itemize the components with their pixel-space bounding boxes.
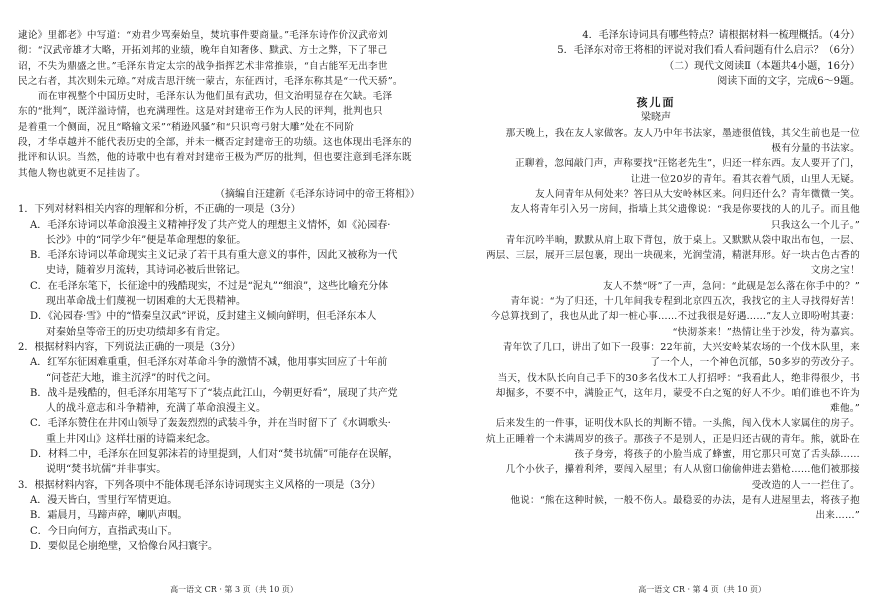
- story-line: 正聊着，忽闻敲门声，声称要找“汪铭老先生”，归还一样东西。友人要开了门，: [515, 158, 860, 170]
- question-4: 4．毛泽东诗词具有哪些特点？请根据材料一梳理概括。（4分）: [582, 30, 860, 41]
- story-line: 青年说：“为了归还，十几年间我专程到北京四五次，我找它的主人寻找得好苦！: [510, 296, 860, 308]
- passage-line: 段，才华卓越并不能代表历史的全部，并未一概否定封建帝王的功绩。这也体现出毛泽东的: [18, 137, 412, 149]
- option-a-cont: 长沙》中的“同学少年”便是革命理想的象征。: [46, 234, 247, 246]
- story-line: 友人不禁“呀”了一声，急问：“此砚是怎么落在你手中的？”: [603, 280, 860, 292]
- option-d: D．材料二中，毛泽东在回复郭沫若的诗里提到，人们对“焚书坑儒”可能存在误解，: [30, 449, 399, 461]
- story-line: 只我这么一个儿子。”: [771, 219, 860, 231]
- option-c: C．今日向何方，直指武夷山下。: [30, 525, 178, 537]
- story-line: 出来……”: [815, 510, 860, 522]
- section-heading: （二）现代文阅读Ⅱ（本题共4小题，16分）: [664, 60, 860, 72]
- option-d: D．《沁园春·雪》中的“惜秦皇汉武”评说，反封建主义倾向鲜明，但毛泽东本人: [30, 311, 377, 323]
- question-1: [18, 202, 426, 340]
- story-line: 青年饮了几口，讲出了如下一段事：22年前，大兴安岭某农场的一个伐木队里，来: [502, 341, 860, 353]
- option-c: C．毛泽东赞住在井冈山领导了轰轰烈烈的武装斗争，并在当时留下了《水调歌头·: [30, 418, 391, 430]
- passage-line: 诏，不失为鼎盛之世。”毛泽东肯定太宗的战争指挥艺术非常推崇，“自古能军无出李世: [18, 60, 388, 72]
- story-line: 当天，伐木队长向自己手下的30多名伐木工人打招呼：“我看此人，绝非得很少，书: [497, 372, 860, 384]
- option-c-cont: 现出革命战士们蔑视一切困难的大无畏精神。: [46, 296, 246, 308]
- story-line: 他说：“熊在这种时候，一般不伤人。最稳妥的办法，是有人进屋里去，将孩子抱: [510, 494, 860, 506]
- option-b-cont: 人的战斗意志和斗争精神，充满了革命浪漫主义。: [46, 403, 266, 415]
- story-line: 友人问青年从何处来？答曰从大安岭林区来。问归还什么？青年微微一笑。: [535, 188, 860, 200]
- story-line: 今总算找到了，我也从此了却一桩心事……不过我很是好遇……”友人立即吩咐其妻：: [490, 311, 860, 323]
- page-footer: 高一语文 CR · 第 3 页（共 10 页）: [170, 585, 298, 594]
- passage-line: 民之右者，其次则朱元璋。”对成吉思汗统一蒙古，东征西讨，毛泽东称其是“一代天骄”。: [18, 75, 403, 87]
- story-line: 难他。”: [830, 403, 860, 415]
- story-line: 炕上正睡着一个未满周岁的孩子。那孩子不是别人，正是归还古砚的青年。熊，就卧在: [485, 433, 860, 445]
- passage-line: 彻：“汉武帝雄才大略，开拓刘邦的业绩，晚年自知奢侈、黩武、方士之弊，下了罪己: [18, 45, 388, 57]
- option-d-cont: 说明“焚书坑儒”并非事实。: [46, 464, 167, 476]
- option-a: A．漫天皆白，雪里行军情更迫。: [30, 494, 178, 506]
- option-a: A．毛泽东诗词以革命浪漫主义精神抒发了共产党人的理想主义情怀，如《沁园春·: [30, 219, 391, 231]
- right-page: [452, 28, 860, 524]
- question-3: [18, 478, 426, 554]
- passage-line: 逮论》里都老》中写道：“劝君少骂秦始皇，焚坑事件要商量。”毛泽东诗作价汉武帝刘: [18, 30, 388, 41]
- story-text: [452, 126, 860, 524]
- option-c-cont: 重上井冈山》这样壮丽的诗篇来纪念。: [46, 433, 216, 445]
- story-title: 孩儿面: [636, 96, 676, 110]
- option-b-cont: 史诗，随着岁月流转，其诗词必被后世铭记。: [46, 265, 246, 277]
- story-line: 极有分量的书法家。: [771, 143, 860, 155]
- citation: （摘编自汪建新《毛泽东诗词中的帝王将相》）: [215, 188, 420, 200]
- option-b: B．战斗是残酷的，但毛泽东用笔写下了“装点此江山，今朝更好看”，展现了共产党: [30, 387, 398, 399]
- passage-line: 而在审视整个中国历史时，毛泽东认为他们虽有武功，但文治明显存在欠缺。毛泽: [38, 91, 393, 103]
- story-line: 友人将青年引入另一房间，指墙上其父遗像说：“我是你要找的人的儿子。而且他: [510, 204, 860, 216]
- passage-line: 批评和认识。当然，他的诗歌中也有着对封建帝王极为严厉的批判，但也要注意到毛泽东既: [18, 152, 412, 164]
- story-line: 青年沉吟半晌，默默从肩上取下背包，放于桌上。又默默从袋中取出布包，一层、: [505, 234, 860, 246]
- question-stem: 3．根据材料内容，下列各项中不能体现毛泽东诗词现实主义风格的一项是（3分）: [18, 479, 381, 491]
- reading-instruction: 阅读下面的文字，完成6～9题。: [717, 75, 860, 87]
- option-b: B．霜晨月，马蹄声碎，喇叭声咽。: [30, 510, 188, 522]
- story-line: 孩子身旁，将孩子的小脸当成了蜂蜜，用它那只可宽了舌头舔……: [574, 449, 860, 461]
- option-b: B．毛泽东诗词以革命现实主义记录了若干具有重大意义的事件，因此又被称为一代: [30, 250, 398, 262]
- option-d-cont: 对秦始皇等帝王的历史功绩却多有肯定。: [46, 326, 226, 338]
- story-line: 受改造的人一一拦住了。: [751, 479, 860, 491]
- question-stem: 2．根据材料内容，下列说法正确的一项是（3分）: [18, 341, 241, 353]
- question-2: [18, 340, 426, 478]
- passage-line: 其他人物也就更不足挂齿了。: [18, 167, 146, 179]
- option-c: C．在毛泽东笔下，长征途中的残酷现实，不过是“泥丸”“细浪”，这些比喻充分体: [30, 280, 389, 292]
- passage-line: 是着重一个侧面，况且“略输文采”“稍逊风骚”和“只识弯弓射大雕”处在不同阶: [18, 121, 355, 133]
- page-footer: 高一语文 CR · 第 4 页（共 10 页）: [638, 585, 766, 594]
- option-a-cont: “问苍茫大地，谁主沉浮”的时代之问。: [46, 372, 217, 384]
- option-d: D．要似昆仑崩绝壁，又恰像台风扫寰宇。: [30, 540, 219, 552]
- passage-line: 东的“批判”，既洋溢诗情，也充满理性。这是对封建帝王作为人民的评判，批判也只: [18, 106, 383, 118]
- story-line: 两层、三层，展开三层包裹，现出一块砚来，光润莹清，精湛拜形。好一块古色古香的: [485, 250, 860, 262]
- story-line: “快沏茶来！”热情让坐于沙发，待为嘉宾。: [672, 326, 860, 338]
- story-line: 那天晚上，我在友人家做客。友人乃中年书法家，墨迹很值钱，其父生前也是一位: [505, 127, 860, 139]
- question-5: 5．毛泽东对帝王将相的评说对我们看人看问题有什么启示？（6分）: [557, 45, 860, 57]
- story-line: 后来发生的一件事，证明伐木队长的判断不错。一头熊，闯入伐木人家属住的房子。: [495, 418, 860, 430]
- story-line: 却掘多，不要不中，满脸正气，这年月，蒙受不白之冤的好人不少。咱们谁也不许为: [495, 387, 860, 399]
- story-line: 几个小伙子，攥着利斧，要闯入屋里；有人从窗口偷偷伸进去猎枪……他们被那接: [505, 464, 860, 476]
- left-page: [18, 28, 426, 554]
- story-line: 了一个人，一个神色沉郁，50多岁的劳改分子。: [650, 357, 860, 369]
- story-author: 梁晓声: [641, 112, 671, 124]
- passage: [18, 28, 426, 181]
- option-a: A．红军东征困难重重，但毛泽东对革命斗争的激情不减，他用事实回应了十年前: [30, 357, 388, 369]
- story-line: 文房之宝！: [810, 265, 860, 277]
- question-stem: 1．下列对材料相关内容的理解和分析，不正确的一项是（3分）: [18, 204, 301, 216]
- story-line: 让进一位20岁的青年。看其衣着气质，山里人无疑。: [630, 173, 860, 185]
